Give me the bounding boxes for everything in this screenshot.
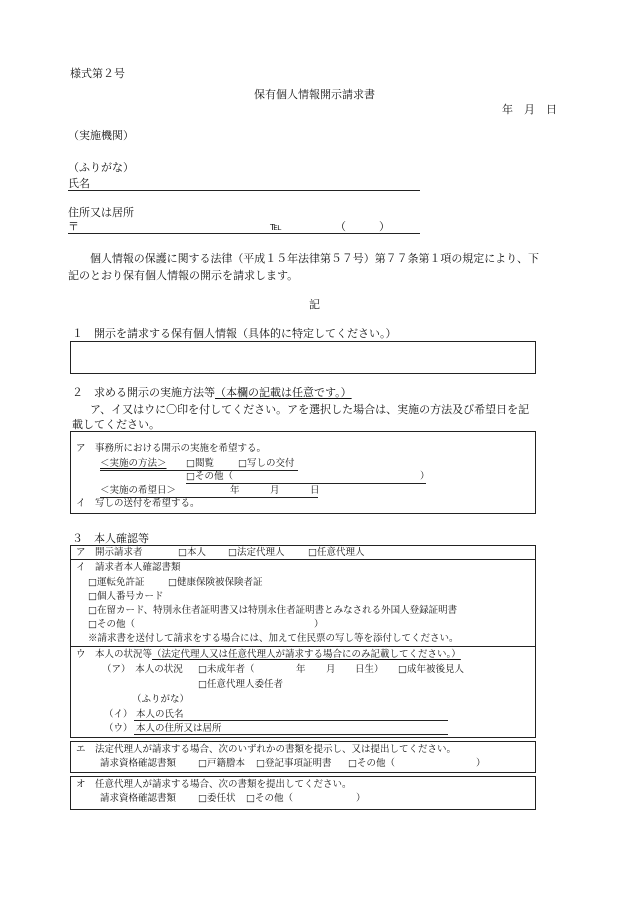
- legal-agent-docs-title: エ 法定代理人が請求する場合、次のいずれかの書類を提示し、又は提出してください。: [76, 744, 457, 755]
- section-2-title: ２ 求める開示の実施方法等（本欄の記載は任意です。）: [72, 386, 352, 399]
- method-other-checkbox[interactable]: □その他（: [186, 471, 233, 482]
- form-number: 様式第２号: [70, 67, 125, 80]
- agency-label: （実施機関）: [68, 129, 134, 142]
- requester-legal-agent-checkbox[interactable]: □法定代理人: [228, 547, 285, 558]
- intro-line-2: 記のとおり保有個人情報の開示を請求します。: [68, 269, 299, 282]
- mail-note: ※請求書を送付して請求をする場合には、加えて住民票の写し等を添付してください。: [88, 633, 459, 644]
- birth-year: 年: [296, 664, 306, 675]
- method-label: ＜実施の方法＞: [100, 458, 167, 469]
- identity-docs-title: イ 請求者本人確認書類: [76, 562, 181, 573]
- voluntary-agent-docs-title: オ 任意代理人が請求する場合、次の書類を提出してください。: [76, 779, 352, 790]
- principal-status-note: （法定代理人又は任意代理人が請求する場合にのみ記載してください。）: [152, 649, 461, 660]
- id-other-checkbox[interactable]: □その他（: [88, 619, 135, 630]
- method-view-checkbox[interactable]: □閲覧: [186, 458, 214, 469]
- principal-furigana-label: （ふりがな）: [132, 694, 190, 705]
- adult-ward-checkbox[interactable]: □成年被後見人: [398, 664, 464, 675]
- id-drivers-license-checkbox[interactable]: □運転免許証: [88, 577, 145, 588]
- id-other-close: ）: [314, 619, 324, 630]
- principal-address-label: 本人の住所又は居所: [136, 723, 222, 734]
- section-2-instruction-2: 載してください。: [72, 418, 160, 431]
- principal-address-label-marker: （ウ）: [104, 723, 133, 734]
- tel-mark: ℡: [270, 220, 282, 233]
- principal-name-underline[interactable]: [134, 720, 448, 721]
- method-other-underline[interactable]: [186, 483, 426, 484]
- method-copy-checkbox[interactable]: □写しの交付: [238, 458, 295, 469]
- date-line: 年 月 日: [502, 103, 557, 116]
- name-label: 氏名: [68, 177, 90, 190]
- address-underline[interactable]: [68, 233, 420, 234]
- family-register-checkbox[interactable]: □戸籍謄本: [198, 758, 245, 769]
- legal-other-checkbox[interactable]: □その他（: [348, 758, 395, 769]
- birth-month: 月: [326, 664, 336, 675]
- tel-paren: （ ）: [335, 220, 390, 233]
- minor-checkbox[interactable]: □未成年者（: [198, 664, 255, 675]
- principal-status-label: （ア） 本人の状況: [102, 664, 183, 675]
- requester-label: ア 開示請求者: [76, 547, 143, 558]
- section-3-title: ３ 本人確認等: [72, 532, 149, 545]
- id-my-number-card-checkbox[interactable]: □個人番号カード: [88, 591, 164, 602]
- section-2-optional-note: （本欄の記載は任意です。）: [215, 386, 352, 399]
- power-of-attorney-checkbox[interactable]: □委任状: [198, 793, 236, 804]
- postal-mark: 〒: [68, 220, 79, 233]
- id-health-insurance-checkbox[interactable]: □健康保険被保険者証: [168, 577, 263, 588]
- voluntary-agent-docs-label: 請求資格確認書類: [100, 793, 177, 804]
- voluntary-other-close: ）: [356, 793, 366, 804]
- registry-certificate-checkbox[interactable]: □登記事項証明書: [256, 758, 332, 769]
- option-a-onsite[interactable]: ア 事務所における開示の実施を希望する。: [76, 443, 267, 454]
- birth-day: 日生）: [355, 664, 384, 675]
- id-residence-card-checkbox[interactable]: □在留カード、特別永住者証明書又は特別永住者証明書とみなされる外国人登録証明書: [88, 605, 458, 616]
- row-divider-1: [70, 559, 536, 560]
- date-label: ＜実施の希望日＞: [100, 485, 177, 496]
- date-year: 年: [230, 485, 240, 496]
- principal-status-title: ウ 本人の状況等（法定代理人又は任意代理人が請求する場合にのみ記載してください。）: [76, 649, 461, 660]
- voluntary-other-checkbox[interactable]: □その他（: [246, 793, 293, 804]
- intro-line-1: 個人情報の保護に関する法律（平成１５年法律第５７号）第７７条第１項の規定により、下: [90, 252, 539, 265]
- option-i-mail[interactable]: イ 写しの送付を希望する。: [76, 498, 200, 509]
- principal-name-label: 本人の氏名: [136, 709, 184, 720]
- ki-mark: 記: [309, 298, 320, 311]
- section-1-input-box[interactable]: [70, 341, 536, 374]
- furigana-label: （ふりがな）: [68, 161, 134, 174]
- voluntary-principal-checkbox[interactable]: □任意代理人委任者: [198, 679, 283, 690]
- form-title: 保有個人情報開示請求書: [254, 88, 375, 101]
- requester-self-checkbox[interactable]: □本人: [178, 547, 206, 558]
- legal-agent-docs-label: 請求資格確認書類: [100, 758, 177, 769]
- method-other-close: ）: [420, 471, 430, 482]
- date-month: 月: [270, 485, 280, 496]
- section-2-instruction-1: ア、イ又はウに〇印を付してください。アを選択した場合は、実施の方法及び希望日を記: [90, 403, 530, 416]
- principal-address-underline[interactable]: [134, 734, 448, 735]
- date-day: 日: [310, 485, 320, 496]
- requester-voluntary-agent-checkbox[interactable]: □任意代理人: [308, 547, 365, 558]
- address-label: 住所又は居所: [68, 206, 134, 219]
- legal-other-close: ）: [476, 758, 486, 769]
- name-underline[interactable]: [68, 190, 420, 191]
- section-1-title: １ 開示を請求する保有個人情報（具体的に特定してください。）: [72, 327, 397, 340]
- principal-name-label-marker: （イ）: [104, 709, 133, 720]
